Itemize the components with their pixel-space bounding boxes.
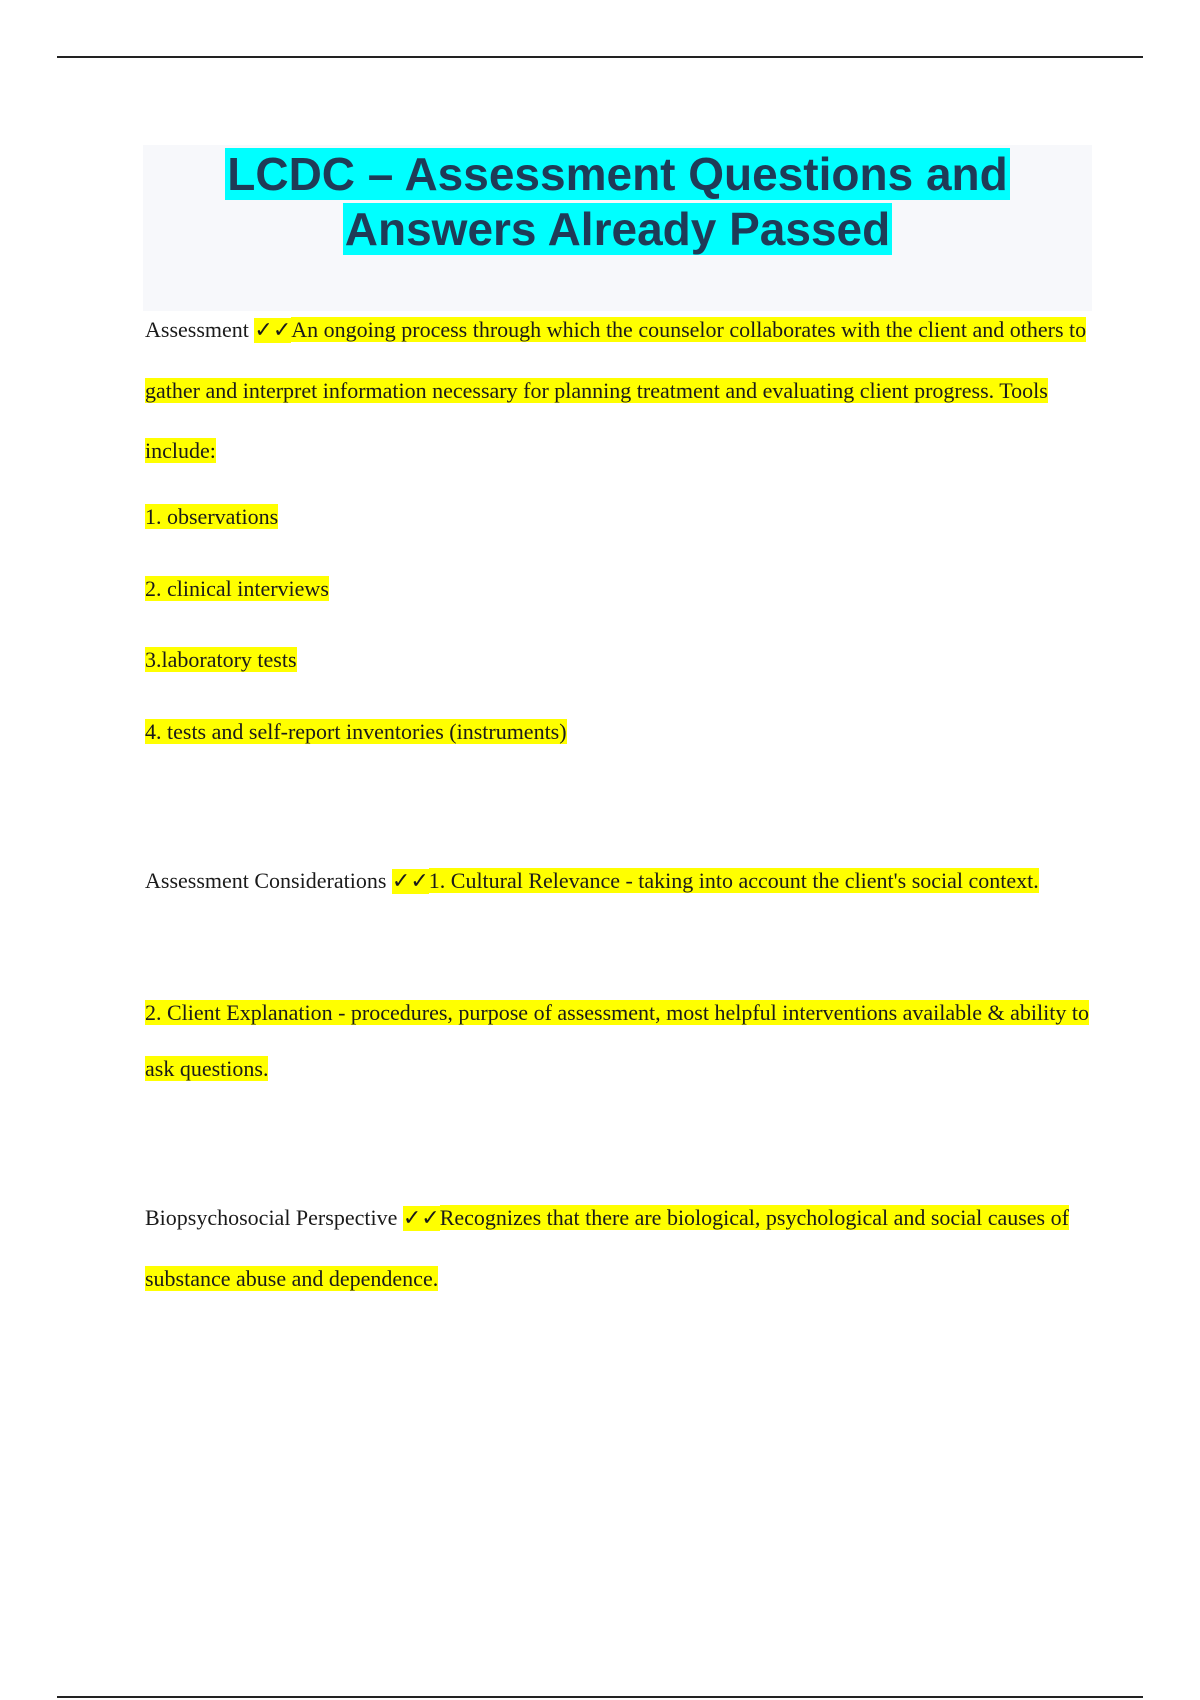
entry-assessment-considerations bbox=[145, 851, 1095, 912]
list-item-text: 3.laboratory tests bbox=[145, 647, 297, 672]
list-item bbox=[145, 573, 329, 605]
title-box bbox=[143, 145, 1092, 311]
entry-term: Assessment bbox=[145, 317, 249, 342]
double-check-icon: ✓✓ bbox=[402, 1206, 440, 1231]
list-item bbox=[145, 985, 1095, 1097]
list-item bbox=[145, 716, 567, 748]
bottom-rule bbox=[57, 1696, 1143, 1698]
entry-term: Assessment Considerations bbox=[145, 868, 387, 893]
entry-assessment bbox=[145, 300, 1095, 481]
entry-biopsychosocial-perspective bbox=[145, 1188, 1095, 1309]
list-item bbox=[145, 644, 297, 676]
entry-paragraph bbox=[145, 300, 1095, 481]
list-item-text: 2. Client Explanation - procedures, purpose of assessment, most helpful interventions available & ability to ask questions. bbox=[145, 1000, 1089, 1081]
double-check-icon: ✓✓ bbox=[391, 869, 429, 894]
list-item bbox=[145, 501, 278, 533]
list-item-text: 2. clinical interviews bbox=[145, 576, 329, 601]
entry-definition: An ongoing process through which the counselor collaborates with the client and others to gather and interpret information necessary for planning treatment and evaluating client progress. Tools include: bbox=[145, 317, 1087, 463]
list-item-text: 1. observations bbox=[145, 504, 279, 529]
entry-term: Biopsychosocial Perspective bbox=[145, 1205, 398, 1230]
title-line-2: Answers Already Passed bbox=[344, 203, 891, 255]
title-line-1: LCDC – Assessment Questions and bbox=[227, 148, 1008, 200]
list-item-text: 4. tests and self-report inventories (instruments) bbox=[145, 719, 567, 744]
entry-definition: Recognizes that there are biological, psychological and social causes of substance abuse and dependence. bbox=[145, 1205, 1069, 1291]
double-check-icon: ✓✓ bbox=[254, 318, 292, 343]
entry-definition: 1. Cultural Relevance - taking into account the client's social context. bbox=[428, 868, 1039, 893]
entry-paragraph bbox=[145, 851, 1095, 912]
entry-continuation bbox=[145, 985, 1095, 1097]
top-rule bbox=[57, 56, 1143, 58]
entry-paragraph bbox=[145, 1188, 1095, 1309]
document-title bbox=[143, 145, 1092, 257]
